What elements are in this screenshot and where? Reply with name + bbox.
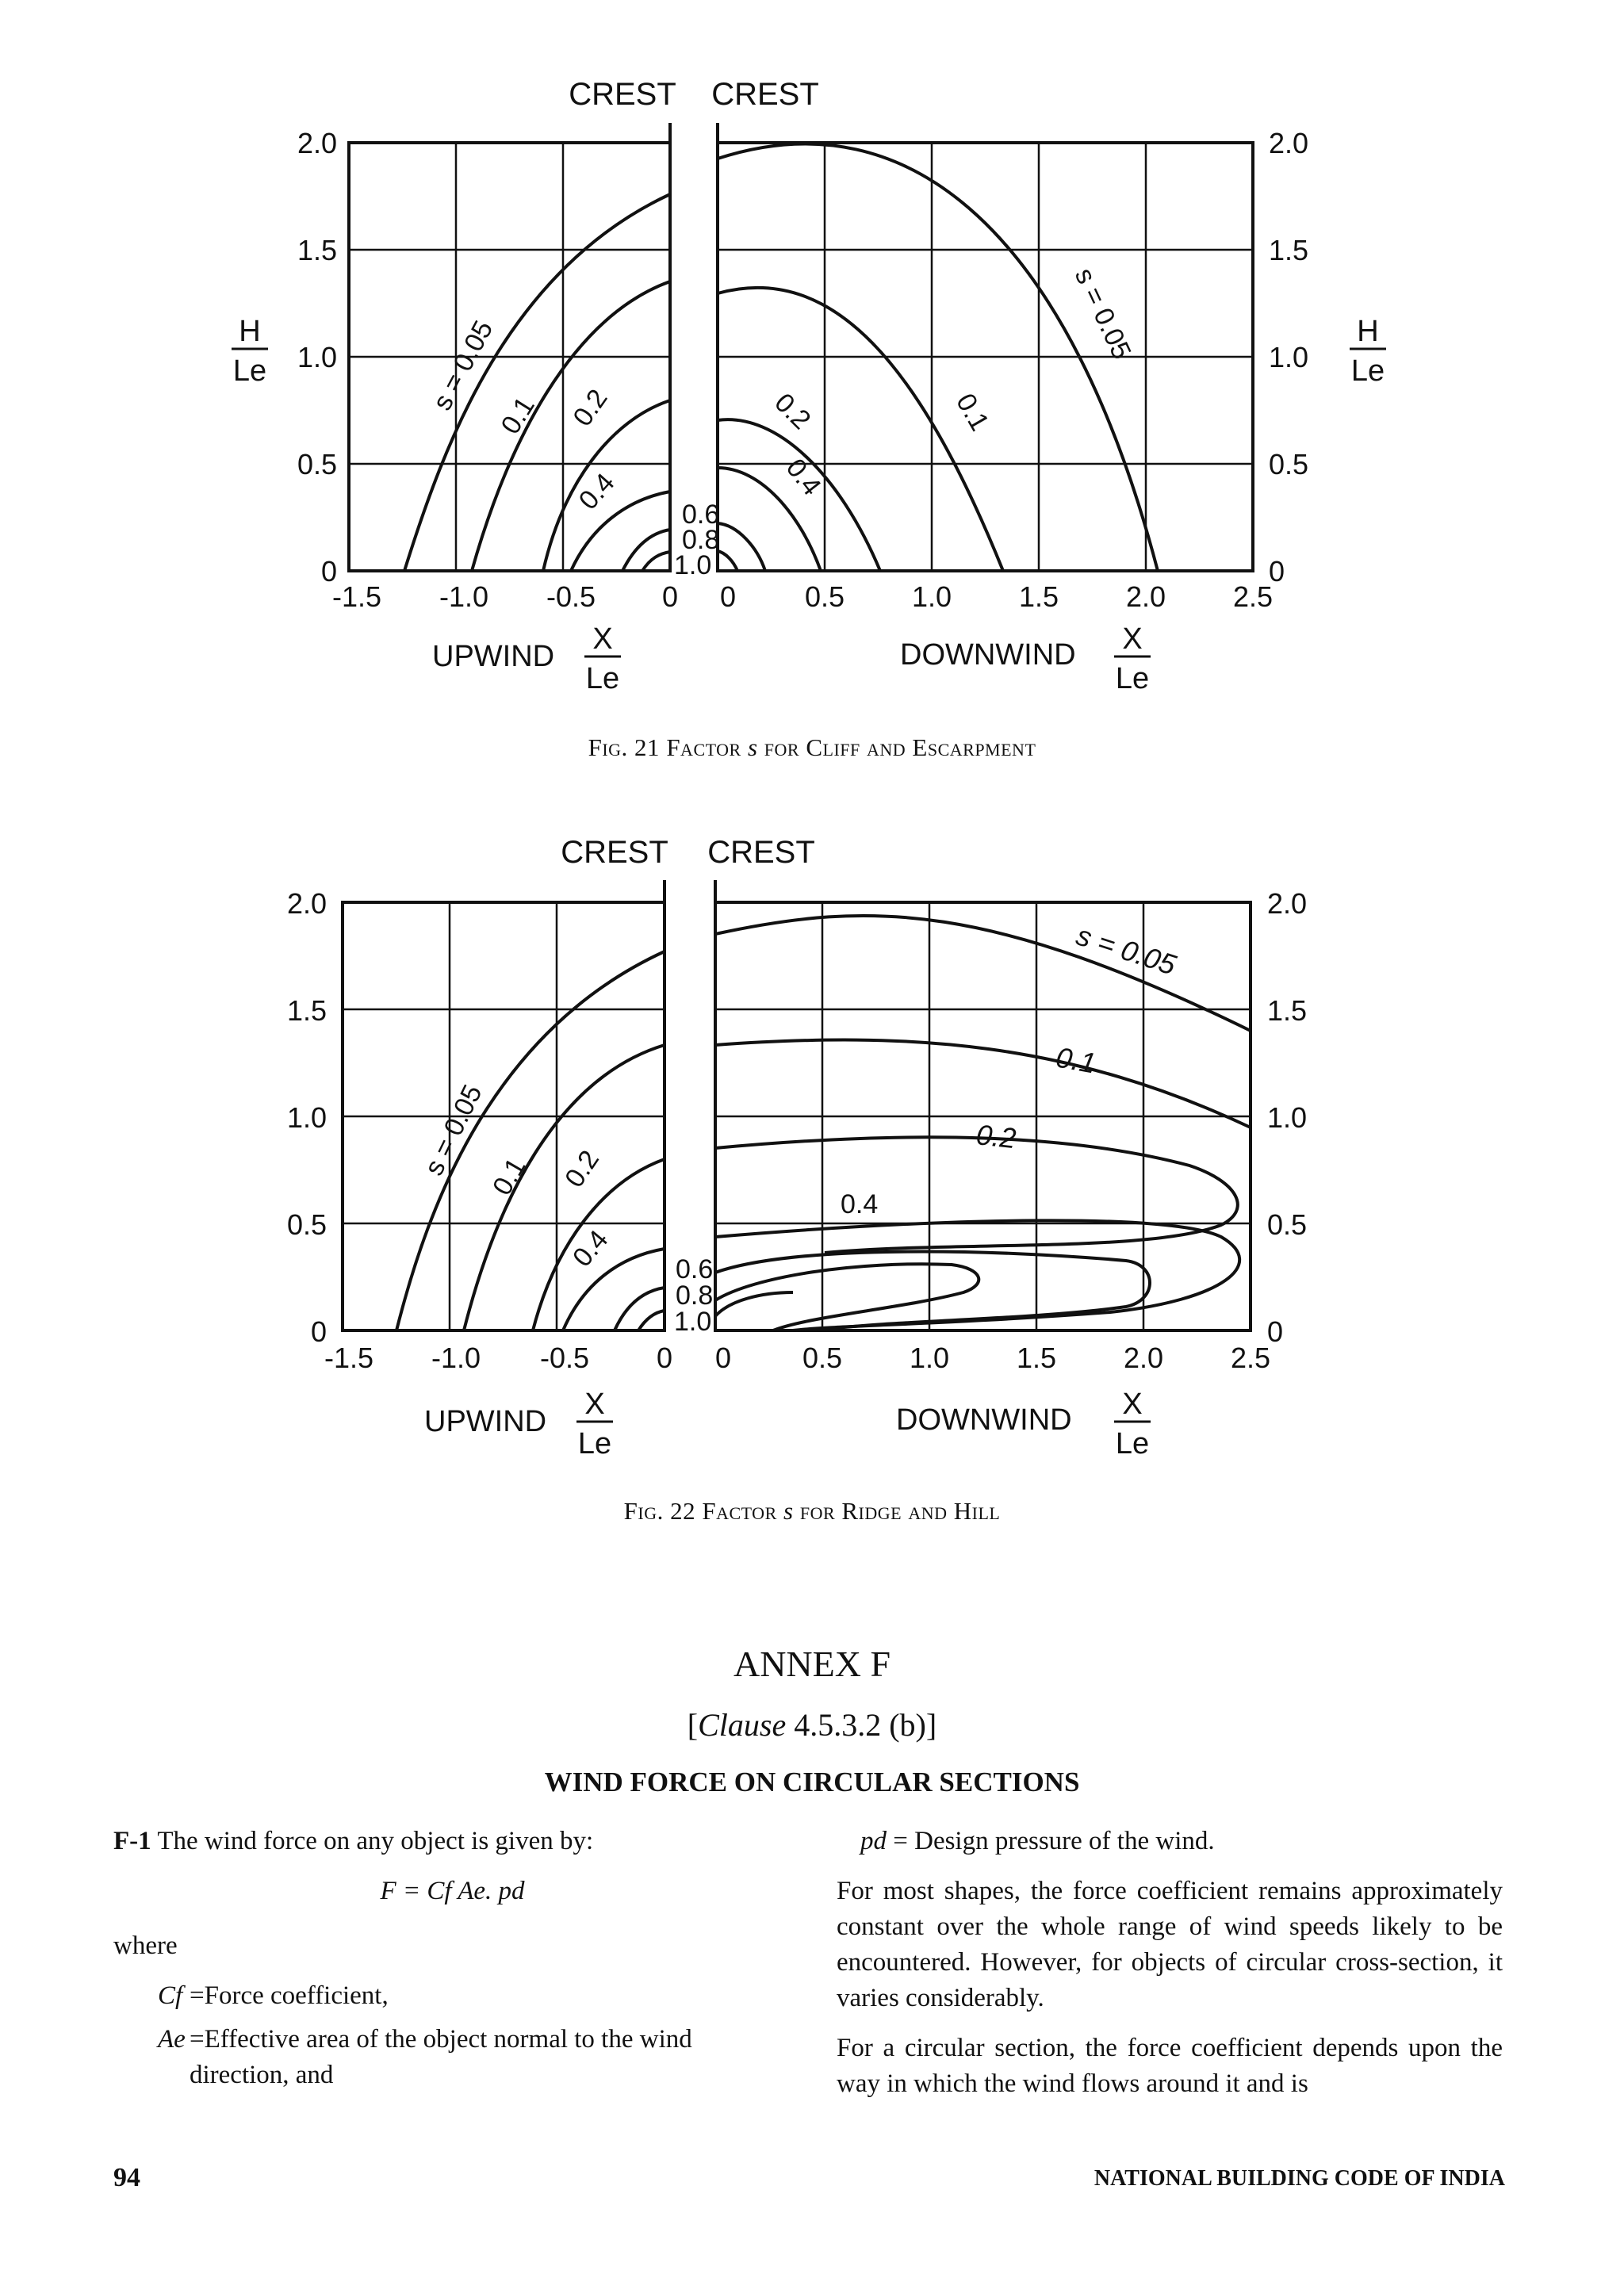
fig22-ytick-left: 1.5 xyxy=(286,994,327,1027)
fig21-label-10: 1.0 xyxy=(674,550,712,580)
fig22-xtick: 2.0 xyxy=(1123,1342,1164,1374)
fig22-caption-text: Factor xyxy=(702,1497,777,1525)
fig21-ytick-left: 1.0 xyxy=(297,341,337,373)
fig21-x-label-num: X xyxy=(1122,622,1143,656)
fig22-label-downwind-01: 0.1 xyxy=(1053,1040,1099,1080)
fig21-x-label-den: Le xyxy=(585,662,620,695)
fig22-ytick-left: 0.5 xyxy=(286,1208,327,1241)
fig22-x-axis-label-downwind xyxy=(1114,1388,1151,1460)
fig22-x-axis-label-upwind xyxy=(576,1388,613,1460)
fig21-label-08: 0.8 xyxy=(682,525,720,555)
fig22-xtick: -1.0 xyxy=(431,1342,481,1374)
fig21-downwind-label: DOWNWIND xyxy=(900,638,1076,672)
definition-symbol: Ae xyxy=(158,2025,186,2054)
fig21-ytick-left: 0.5 xyxy=(297,448,337,480)
fig21-ytick-right: 1.0 xyxy=(1269,341,1309,373)
fig21-xtick: 0 xyxy=(719,580,737,613)
para-force-coefficient: For most shapes, the force coefficient remains approximately constant over the whole range of wind speeds likely to be encountered. However, for objects of circular cross-section, it varies considerably. xyxy=(837,1877,1503,2012)
fig21-y-ticks-left xyxy=(297,127,337,588)
fig21-y-axis-label-left xyxy=(232,315,268,388)
fig21-xtick: 0 xyxy=(661,580,679,613)
definition-text: = Design pressure of the wind. xyxy=(893,1827,1215,1855)
fig21-x-axis-label-upwind xyxy=(584,622,621,695)
definitions-list xyxy=(158,1978,791,2093)
fig22-y-ticks-right xyxy=(1267,887,1307,1348)
fig22-ytick-right: 1.0 xyxy=(1267,1101,1308,1134)
fig22-xtick: 1.5 xyxy=(1016,1342,1057,1374)
fig22-xtick: 0 xyxy=(714,1342,732,1374)
fig22-label-upwind-02: 0.2 xyxy=(559,1145,606,1193)
page-number: 94 xyxy=(113,2163,140,2192)
fig22-y-ticks-left xyxy=(287,887,327,1348)
para-circular-section: For a circular section, the force coefficient depends upon the way in which the wind flows around it and is xyxy=(837,2034,1503,2098)
fig22-ytick-left: 1.0 xyxy=(286,1101,327,1134)
fig22-label-downwind-02: 0.2 xyxy=(975,1118,1018,1155)
fig22-label-06: 0.6 xyxy=(676,1254,714,1284)
fig21-upwind-label: UPWIND xyxy=(432,640,555,673)
fig22-caption xyxy=(0,1497,1624,1525)
fig21-label-downwind-01: 0.1 xyxy=(950,389,995,436)
definition-text: =Effective area of the object normal to the wind direction, and xyxy=(190,2025,692,2089)
fig21-label-upwind-s005: s = 0.05 xyxy=(427,316,500,415)
para-f1-number: F-1 xyxy=(113,1827,151,1855)
where-label: where xyxy=(113,1931,178,1960)
fig21-crest-label-left: CREST xyxy=(569,77,676,112)
fig21-xtick: 1.5 xyxy=(1018,580,1059,613)
fig21-y-axis-label-right xyxy=(1350,315,1386,388)
fig21-label-downwind-02: 0.2 xyxy=(768,387,817,436)
figure-22 xyxy=(0,793,1624,1522)
left-column xyxy=(113,1824,791,2093)
fig21-ytick-right: 0 xyxy=(1269,555,1285,588)
fig22-ytick-left: 2.0 xyxy=(286,887,327,920)
para-f1-text: The wind force on any object is given by: xyxy=(157,1827,594,1855)
annex-clause-number: 4.5.3.2 (b) xyxy=(794,1707,926,1743)
fig21-xtick: 2.0 xyxy=(1125,580,1166,613)
fig21-caption-var: s xyxy=(747,733,758,761)
fig22-label-upwind-s005: s = 0.05 xyxy=(419,1080,488,1181)
fig22-x-label-den: Le xyxy=(577,1427,612,1460)
fig22-downwind-label: DOWNWIND xyxy=(896,1403,1072,1437)
fig21-y-ticks-right xyxy=(1269,127,1308,588)
fig21-upwind-panel xyxy=(349,143,670,571)
fig21-xtick: 0.5 xyxy=(804,580,845,613)
fig22-plot xyxy=(0,793,1624,1522)
fig22-xtick: -1.5 xyxy=(324,1342,374,1374)
fig22-ytick-right: 0.5 xyxy=(1267,1208,1308,1241)
fig21-ytick-left: 1.5 xyxy=(297,234,337,266)
fig21-label-06: 0.6 xyxy=(682,500,720,530)
fig21-y-label-den: Le xyxy=(232,354,267,388)
fig22-label-downwind-s005: s = 0.05 xyxy=(1072,918,1180,982)
fig22-xtick: 2.5 xyxy=(1230,1342,1271,1374)
fig21-label-downwind-04: 0.4 xyxy=(779,453,827,502)
annex-clause-ref: [Clause 4.5.3.2 (b)] xyxy=(687,1707,937,1743)
fig21-x-label-num: X xyxy=(592,622,613,656)
fig21-caption-text: Factor xyxy=(666,733,741,761)
fig21-xtick: -0.5 xyxy=(546,580,596,613)
figure-21 xyxy=(0,0,1624,793)
fig22-label-upwind-01: 0.1 xyxy=(487,1153,532,1200)
fig21-ytick-right: 2.0 xyxy=(1269,127,1309,159)
fig22-label-08: 0.8 xyxy=(676,1280,714,1311)
fig22-x-ticks xyxy=(324,1342,1270,1374)
fig22-xtick: -0.5 xyxy=(539,1342,590,1374)
fig22-crest-label-right: CREST xyxy=(707,835,815,870)
fig21-plot xyxy=(0,0,1624,793)
fig22-ytick-right: 0 xyxy=(1267,1315,1284,1348)
fig22-x-label-den: Le xyxy=(1115,1427,1150,1460)
definition-symbol: pd xyxy=(860,1827,887,1855)
fig21-xtick: -1.5 xyxy=(331,580,382,613)
fig22-caption-rest: for Ridge and Hill xyxy=(799,1497,1001,1525)
definition-pd xyxy=(860,1824,1503,1859)
fig22-upwind-label: UPWIND xyxy=(424,1405,547,1438)
fig21-y-label-den: Le xyxy=(1350,354,1385,388)
definition-symbol: Cf xyxy=(158,1981,183,2010)
fig21-crest-label-right: CREST xyxy=(711,77,819,112)
force-formula: F = Cf Ae. pd xyxy=(380,1877,525,1905)
fig22-x-label-num: X xyxy=(1122,1388,1143,1421)
annex-heading: WIND FORCE ON CIRCULAR SECTIONS xyxy=(544,1767,1080,1797)
fig21-label-upwind-04: 0.4 xyxy=(573,467,621,516)
fig21-ytick-right: 0.5 xyxy=(1269,448,1309,480)
fig21-x-axis-label-downwind xyxy=(1114,622,1151,695)
definition-ae xyxy=(158,2022,791,2093)
fig22-ytick-right: 1.5 xyxy=(1267,994,1308,1027)
definition-text: =Force coefficient, xyxy=(190,1981,389,2010)
fig21-downwind-panel xyxy=(718,143,1253,571)
fig21-label-upwind-01: 0.1 xyxy=(495,392,541,440)
fig21-xtick: -1.0 xyxy=(439,580,489,613)
footer-title: NATIONAL BUILDING CODE OF INDIA xyxy=(1094,2166,1505,2191)
fig21-caption-rest: for Cliff and Escarpment xyxy=(764,733,1036,761)
fig22-label-upwind-04: 0.4 xyxy=(567,1224,615,1273)
fig22-xtick: 0.5 xyxy=(802,1342,843,1374)
fig21-y-label-num: H xyxy=(239,315,261,348)
para-f1 xyxy=(113,1824,791,1859)
fig22-ytick-right: 2.0 xyxy=(1267,887,1308,920)
annex-title: ANNEX F xyxy=(733,1644,891,1684)
fig22-xtick: 0 xyxy=(656,1342,673,1374)
fig22-label-downwind-04: 0.4 xyxy=(841,1189,879,1219)
fig22-caption-var: s xyxy=(783,1497,794,1525)
fig22-caption-number: Fig. 22 xyxy=(623,1497,696,1525)
fig21-xtick: 2.5 xyxy=(1232,580,1274,613)
fig21-caption xyxy=(0,733,1624,762)
fig21-x-ticks xyxy=(332,580,1273,613)
fig21-ytick-left: 0 xyxy=(320,555,337,588)
fig22-xtick: 1.0 xyxy=(909,1342,950,1374)
fig21-xtick: 1.0 xyxy=(911,580,952,613)
right-column xyxy=(837,1824,1503,2116)
definition-cf xyxy=(158,1978,791,2014)
annex-clause-word: Clause xyxy=(698,1707,787,1743)
fig22-crest-label-left: CREST xyxy=(561,835,668,870)
fig22-ytick-left: 0 xyxy=(310,1315,327,1348)
fig21-label-downwind-s005: s = 0.05 xyxy=(1068,263,1137,364)
fig21-x-label-den: Le xyxy=(1115,662,1150,695)
fig21-label-upwind-02: 0.2 xyxy=(567,384,614,432)
fig21-ytick-right: 1.5 xyxy=(1269,234,1309,266)
fig21-caption-number: Fig. 21 xyxy=(588,733,661,761)
fig22-label-10: 1.0 xyxy=(674,1307,712,1337)
fig21-y-label-num: H xyxy=(1357,315,1379,348)
fig21-ytick-left: 2.0 xyxy=(297,127,337,159)
fig22-x-label-num: X xyxy=(584,1388,605,1421)
